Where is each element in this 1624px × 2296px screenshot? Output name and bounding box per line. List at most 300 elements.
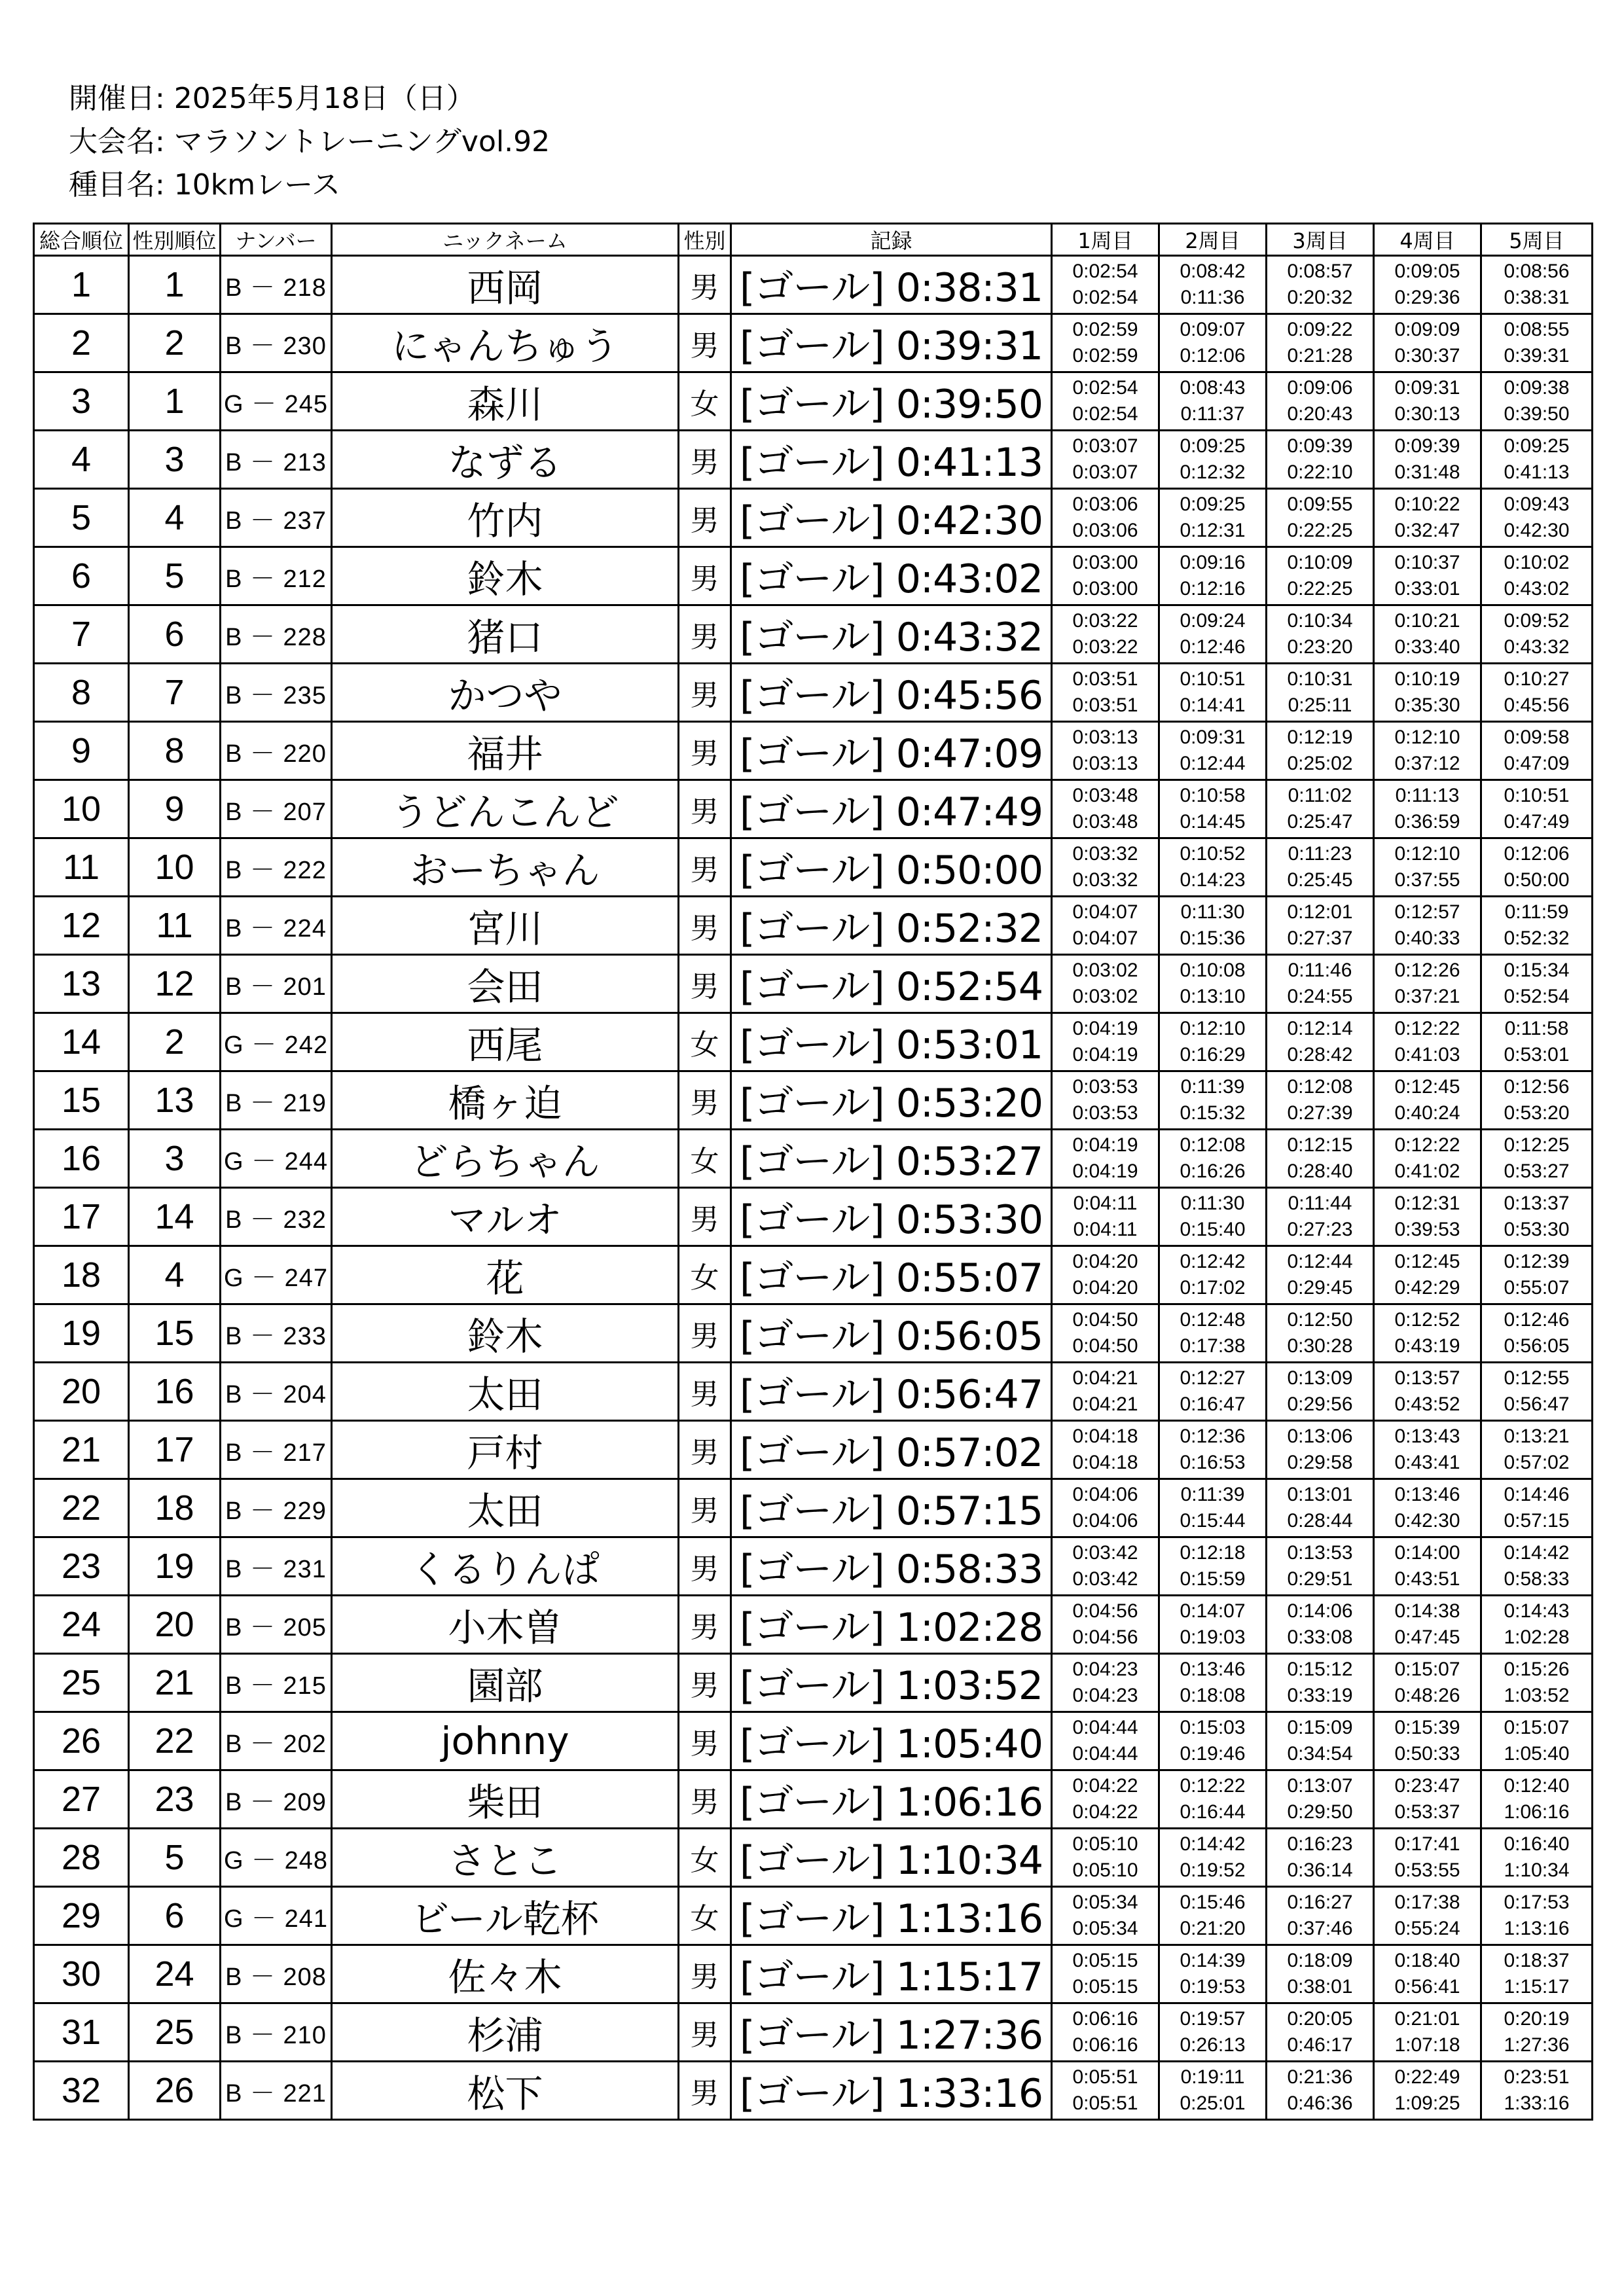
overall-rank: 18 <box>34 1246 129 1304</box>
lap-4-cell <box>1374 372 1481 431</box>
lap-3-cell <box>1267 547 1374 605</box>
nickname: なずる <box>332 431 679 489</box>
lap-cumulative: 0:37:55 <box>1394 869 1460 891</box>
lap-cumulative: 0:05:10 <box>1072 1859 1138 1881</box>
lap-5-cell <box>1481 1246 1593 1304</box>
lap-split: 0:14:07 <box>1180 1600 1246 1622</box>
lap-4-cell <box>1374 256 1481 314</box>
lap-split: 0:13:09 <box>1287 1367 1353 1389</box>
lap-1-cell <box>1052 372 1159 431</box>
record: [ゴール] 0:50:00 <box>731 838 1052 897</box>
nickname: うどんこんど <box>332 780 679 838</box>
overall-rank: 16 <box>34 1130 129 1188</box>
lap-3-cell <box>1267 1537 1374 1596</box>
lap-cumulative: 0:25:01 <box>1180 2092 1246 2114</box>
lap-2-cell <box>1159 1596 1267 1654</box>
lap-5-cell <box>1481 1304 1593 1363</box>
nickname: 柴田 <box>332 1770 679 1829</box>
lap-split: 0:03:02 <box>1072 960 1138 981</box>
record: [ゴール] 1:33:16 <box>731 2062 1052 2120</box>
lap-1-cell <box>1052 2062 1159 2120</box>
lap-cumulative: 0:02:54 <box>1072 403 1138 425</box>
gender-rank: 10 <box>129 838 221 897</box>
lap-2-cell <box>1159 1188 1267 1246</box>
record: [ゴール] 1:06:16 <box>731 1770 1052 1829</box>
table-row <box>34 314 1593 372</box>
record: [ゴール] 0:47:09 <box>731 722 1052 780</box>
lap-2-cell <box>1159 547 1267 605</box>
lap-cumulative: 0:03:51 <box>1072 694 1138 716</box>
lap-split: 0:05:10 <box>1072 1833 1138 1855</box>
lap-split: 0:13:43 <box>1394 1426 1460 1447</box>
gender: 男 <box>679 1537 731 1596</box>
lap-3-cell <box>1267 664 1374 722</box>
lap-2-cell <box>1159 431 1267 489</box>
lap-split: 0:19:57 <box>1180 2008 1246 2030</box>
gender-rank: 23 <box>129 1770 221 1829</box>
bib-number: B － 232 <box>221 1188 332 1246</box>
lap-3-cell <box>1267 838 1374 897</box>
overall-rank: 2 <box>34 314 129 372</box>
bib-number: B － 210 <box>221 2003 332 2062</box>
lap-4-cell <box>1374 1130 1481 1188</box>
lap-split: 0:03:48 <box>1072 785 1138 806</box>
lap-split: 0:10:51 <box>1180 668 1246 690</box>
lap-cumulative: 0:28:40 <box>1287 1160 1353 1182</box>
lap-split: 0:03:00 <box>1072 552 1138 573</box>
lap-2-cell <box>1159 780 1267 838</box>
lap-cumulative: 0:47:09 <box>1504 753 1570 774</box>
lap-cumulative: 0:50:00 <box>1504 869 1570 891</box>
table-row <box>34 1071 1593 1130</box>
nickname: 佐々木 <box>332 1945 679 2003</box>
lap-split: 0:12:48 <box>1180 1309 1246 1331</box>
lap-1-cell <box>1052 605 1159 664</box>
lap-3-cell <box>1267 1829 1374 1887</box>
record: [ゴール] 0:42:30 <box>731 489 1052 547</box>
gender-rank: 7 <box>129 664 221 722</box>
record: [ゴール] 1:27:36 <box>731 2003 1052 2062</box>
overall-rank: 5 <box>34 489 129 547</box>
gender-rank: 21 <box>129 1654 221 1712</box>
lap-cumulative: 0:28:42 <box>1287 1044 1353 1066</box>
lap-4-cell <box>1374 1596 1481 1654</box>
overall-rank: 32 <box>34 2062 129 2120</box>
gender-rank: 8 <box>129 722 221 780</box>
lap-4-cell <box>1374 1479 1481 1537</box>
lap-split: 0:09:24 <box>1180 610 1246 632</box>
lap-5-cell <box>1481 314 1593 372</box>
table-row <box>34 547 1593 605</box>
lap-3-cell <box>1267 955 1374 1013</box>
lap-cumulative: 0:11:36 <box>1180 287 1245 308</box>
lap-cumulative: 0:22:25 <box>1287 520 1353 541</box>
record: [ゴール] 0:56:05 <box>731 1304 1052 1363</box>
lap-5-cell <box>1481 2062 1593 2120</box>
lap-3-cell <box>1267 1887 1374 1945</box>
lap-4-cell <box>1374 489 1481 547</box>
lap-split: 0:12:44 <box>1287 1251 1353 1272</box>
gender: 男 <box>679 605 731 664</box>
lap-3-cell <box>1267 372 1374 431</box>
column-header: ニックネーム <box>332 224 679 256</box>
lap-2-cell <box>1159 2003 1267 2062</box>
record: [ゴール] 1:02:28 <box>731 1596 1052 1654</box>
overall-rank: 28 <box>34 1829 129 1887</box>
overall-rank: 3 <box>34 372 129 431</box>
lap-2-cell <box>1159 1770 1267 1829</box>
lap-cumulative: 0:15:44 <box>1180 1510 1246 1532</box>
lap-split: 0:13:37 <box>1504 1193 1570 1214</box>
lap-split: 0:09:31 <box>1180 726 1246 748</box>
lap-1-cell <box>1052 2003 1159 2062</box>
table-row <box>34 1304 1593 1363</box>
column-header: 2周目 <box>1159 224 1267 256</box>
record: [ゴール] 1:03:52 <box>731 1654 1052 1712</box>
gender-rank: 1 <box>129 256 221 314</box>
lap-cumulative: 0:37:46 <box>1287 1918 1353 1939</box>
lap-cumulative: 0:12:16 <box>1180 578 1246 600</box>
table-row <box>34 1013 1593 1071</box>
lap-1-cell <box>1052 780 1159 838</box>
bib-number: B － 217 <box>221 1421 332 1479</box>
lap-cumulative: 0:15:59 <box>1180 1568 1246 1590</box>
lap-cumulative: 0:20:43 <box>1287 403 1353 425</box>
gender-rank: 12 <box>129 955 221 1013</box>
lap-cumulative: 0:58:33 <box>1504 1568 1570 1590</box>
lap-2-cell <box>1159 1246 1267 1304</box>
lap-cumulative: 0:45:56 <box>1504 694 1570 716</box>
lap-3-cell <box>1267 1246 1374 1304</box>
record: [ゴール] 0:45:56 <box>731 664 1052 722</box>
nickname: ビール乾杯 <box>332 1887 679 1945</box>
lap-split: 0:10:31 <box>1287 668 1353 690</box>
column-header: 性別 <box>679 224 731 256</box>
nickname: 園部 <box>332 1654 679 1712</box>
bib-number: B － 230 <box>221 314 332 372</box>
lap-cumulative: 0:43:32 <box>1504 636 1570 658</box>
gender: 男 <box>679 1071 731 1130</box>
lap-split: 0:13:07 <box>1287 1775 1353 1797</box>
lap-split: 0:14:46 <box>1504 1484 1570 1505</box>
lap-split: 0:23:47 <box>1394 1775 1460 1797</box>
overall-rank: 31 <box>34 2003 129 2062</box>
lap-split: 0:09:25 <box>1180 493 1246 515</box>
gender-rank: 4 <box>129 1246 221 1304</box>
gender: 男 <box>679 1654 731 1712</box>
lap-3-cell <box>1267 780 1374 838</box>
lap-split: 0:09:09 <box>1394 319 1460 340</box>
lap-split: 0:12:01 <box>1287 901 1353 923</box>
lap-cumulative: 0:25:47 <box>1287 811 1353 833</box>
lap-3-cell <box>1267 431 1374 489</box>
bib-number: B － 233 <box>221 1304 332 1363</box>
lap-split: 0:14:39 <box>1180 1950 1246 1971</box>
lap-cumulative: 0:46:17 <box>1287 2034 1353 2056</box>
lap-cumulative: 0:16:29 <box>1180 1044 1246 1066</box>
bib-number: B － 208 <box>221 1945 332 2003</box>
lap-2-cell <box>1159 1071 1267 1130</box>
lap-split: 0:10:52 <box>1180 843 1246 865</box>
lap-1-cell <box>1052 838 1159 897</box>
record: [ゴール] 0:57:02 <box>731 1421 1052 1479</box>
bib-number: B － 213 <box>221 431 332 489</box>
lap-cumulative: 0:03:02 <box>1072 986 1138 1007</box>
lap-cumulative: 0:04:21 <box>1072 1393 1138 1415</box>
overall-rank: 19 <box>34 1304 129 1363</box>
lap-3-cell <box>1267 605 1374 664</box>
lap-2-cell <box>1159 1421 1267 1479</box>
gender: 男 <box>679 897 731 955</box>
record: [ゴール] 0:39:50 <box>731 372 1052 431</box>
lap-3-cell <box>1267 1596 1374 1654</box>
lap-split: 0:21:36 <box>1287 2066 1353 2088</box>
lap-split: 0:15:46 <box>1180 1892 1246 1913</box>
lap-split: 0:04:19 <box>1072 1018 1138 1039</box>
gender: 女 <box>679 1887 731 1945</box>
record: [ゴール] 0:41:13 <box>731 431 1052 489</box>
lap-1-cell <box>1052 1770 1159 1829</box>
table-row <box>34 1829 1593 1887</box>
gender: 女 <box>679 1246 731 1304</box>
lap-split: 0:21:01 <box>1394 2008 1460 2030</box>
nickname: くるりんぱ <box>332 1537 679 1596</box>
lap-split: 0:09:39 <box>1287 435 1353 457</box>
lap-cumulative: 0:16:47 <box>1180 1393 1246 1415</box>
nickname: にゃんちゅう <box>332 314 679 372</box>
bib-number: B － 224 <box>221 897 332 955</box>
lap-5-cell <box>1481 1945 1593 2003</box>
lap-cumulative: 0:53:30 <box>1504 1219 1570 1240</box>
lap-cumulative: 0:04:07 <box>1072 927 1138 949</box>
lap-cumulative: 0:04:11 <box>1073 1219 1138 1240</box>
table-row <box>34 1421 1593 1479</box>
lap-cumulative: 0:56:05 <box>1504 1335 1570 1357</box>
lap-cumulative: 0:03:13 <box>1072 753 1138 774</box>
table-row <box>34 1712 1593 1770</box>
lap-4-cell <box>1374 1537 1481 1596</box>
table-row <box>34 489 1593 547</box>
table-row <box>34 1479 1593 1537</box>
event-name: 大会名: マラソントレーニングvol.92 <box>69 125 550 158</box>
lap-cumulative: 0:23:20 <box>1287 636 1353 658</box>
lap-split: 0:13:46 <box>1180 1659 1246 1680</box>
lap-1-cell <box>1052 664 1159 722</box>
lap-5-cell <box>1481 722 1593 780</box>
nickname: 森川 <box>332 372 679 431</box>
bib-number: B － 212 <box>221 547 332 605</box>
lap-cumulative: 1:07:18 <box>1394 2034 1460 2056</box>
lap-split: 0:20:19 <box>1504 2008 1570 2030</box>
lap-4-cell <box>1374 2062 1481 2120</box>
lap-cumulative: 1:03:52 <box>1504 1685 1570 1706</box>
lap-cumulative: 0:33:01 <box>1394 578 1460 600</box>
lap-split: 0:09:43 <box>1504 493 1570 515</box>
nickname: 花 <box>332 1246 679 1304</box>
lap-cumulative: 0:19:53 <box>1180 1976 1246 1998</box>
gender: 男 <box>679 1770 731 1829</box>
lap-cumulative: 0:33:19 <box>1287 1685 1353 1706</box>
lap-cumulative: 0:04:19 <box>1072 1044 1138 1066</box>
lap-split: 0:13:53 <box>1287 1542 1353 1564</box>
lap-cumulative: 0:20:32 <box>1287 287 1353 308</box>
lap-split: 0:12:45 <box>1394 1076 1460 1098</box>
bib-number: G － 242 <box>221 1013 332 1071</box>
lap-cumulative: 0:37:21 <box>1394 986 1460 1007</box>
lap-split: 0:03:53 <box>1072 1076 1138 1098</box>
lap-split: 0:15:09 <box>1287 1717 1353 1738</box>
lap-5-cell <box>1481 1596 1593 1654</box>
table-row <box>34 1887 1593 1945</box>
overall-rank: 11 <box>34 838 129 897</box>
lap-split: 0:09:22 <box>1287 319 1353 340</box>
lap-split: 0:13:06 <box>1287 1426 1353 1447</box>
lap-cumulative: 0:12:31 <box>1180 520 1246 541</box>
lap-5-cell <box>1481 955 1593 1013</box>
lap-split: 0:12:22 <box>1180 1775 1246 1797</box>
gender: 男 <box>679 1945 731 2003</box>
lap-5-cell <box>1481 1013 1593 1071</box>
gender: 男 <box>679 256 731 314</box>
lap-cumulative: 0:02:54 <box>1072 287 1138 308</box>
table-row <box>34 1246 1593 1304</box>
lap-5-cell <box>1481 897 1593 955</box>
lap-cumulative: 0:03:00 <box>1072 578 1138 600</box>
lap-split: 0:10:19 <box>1394 668 1460 690</box>
lap-4-cell <box>1374 431 1481 489</box>
lap-split: 0:05:51 <box>1072 2066 1138 2088</box>
lap-cumulative: 0:39:31 <box>1504 345 1570 367</box>
lap-4-cell <box>1374 780 1481 838</box>
gender: 男 <box>679 547 731 605</box>
results-table <box>33 223 1593 2121</box>
lap-split: 0:15:39 <box>1394 1717 1460 1738</box>
lap-cumulative: 0:30:28 <box>1287 1335 1353 1357</box>
lap-split: 0:12:50 <box>1287 1309 1353 1331</box>
lap-4-cell <box>1374 1363 1481 1421</box>
gender: 男 <box>679 1363 731 1421</box>
lap-cumulative: 0:47:49 <box>1504 811 1570 833</box>
lap-3-cell <box>1267 1130 1374 1188</box>
lap-split: 0:12:10 <box>1394 726 1460 748</box>
lap-1-cell <box>1052 1479 1159 1537</box>
record: [ゴール] 0:53:01 <box>731 1013 1052 1071</box>
gender-rank: 3 <box>129 1130 221 1188</box>
lap-cumulative: 1:02:28 <box>1504 1626 1570 1648</box>
lap-split: 0:11:02 <box>1288 785 1352 806</box>
lap-split: 0:12:22 <box>1394 1134 1460 1156</box>
lap-2-cell <box>1159 256 1267 314</box>
overall-rank: 26 <box>34 1712 129 1770</box>
gender: 男 <box>679 1712 731 1770</box>
lap-cumulative: 0:22:25 <box>1287 578 1353 600</box>
lap-split: 0:09:55 <box>1287 493 1353 515</box>
lap-split: 0:03:06 <box>1072 493 1138 515</box>
lap-split: 0:08:42 <box>1180 260 1246 282</box>
lap-4-cell <box>1374 1770 1481 1829</box>
gender: 女 <box>679 372 731 431</box>
lap-split: 0:14:42 <box>1504 1542 1570 1564</box>
lap-cumulative: 0:53:37 <box>1394 1801 1460 1823</box>
table-row <box>34 2062 1593 2120</box>
lap-split: 0:12:57 <box>1394 901 1460 923</box>
nickname: 松下 <box>332 2062 679 2120</box>
overall-rank: 9 <box>34 722 129 780</box>
lap-split: 0:12:10 <box>1394 843 1460 865</box>
lap-5-cell <box>1481 372 1593 431</box>
lap-cumulative: 0:52:32 <box>1504 927 1570 949</box>
nickname: さとこ <box>332 1829 679 1887</box>
lap-cumulative: 0:37:12 <box>1394 753 1460 774</box>
lap-1-cell <box>1052 722 1159 780</box>
lap-5-cell <box>1481 1654 1593 1712</box>
lap-2-cell <box>1159 1013 1267 1071</box>
lap-5-cell <box>1481 2003 1593 2062</box>
lap-cumulative: 0:29:56 <box>1287 1393 1353 1415</box>
gender-rank: 5 <box>129 1829 221 1887</box>
record: [ゴール] 0:39:31 <box>731 314 1052 372</box>
bib-number: B － 237 <box>221 489 332 547</box>
lap-2-cell <box>1159 605 1267 664</box>
lap-1-cell <box>1052 1013 1159 1071</box>
lap-cumulative: 0:16:53 <box>1180 1452 1246 1473</box>
lap-4-cell <box>1374 1712 1481 1770</box>
lap-cumulative: 0:19:03 <box>1180 1626 1246 1648</box>
lap-3-cell <box>1267 1188 1374 1246</box>
nickname: 橋ヶ迫 <box>332 1071 679 1130</box>
lap-cumulative: 0:15:40 <box>1180 1219 1246 1240</box>
nickname: 鈴木 <box>332 547 679 605</box>
lap-cumulative: 0:04:23 <box>1072 1685 1138 1706</box>
lap-split: 0:13:01 <box>1287 1484 1353 1505</box>
lap-cumulative: 0:52:54 <box>1504 986 1570 1007</box>
bib-number: B － 235 <box>221 664 332 722</box>
lap-split: 0:12:40 <box>1504 1775 1570 1797</box>
lap-cumulative: 0:40:24 <box>1394 1102 1460 1124</box>
gender: 女 <box>679 1829 731 1887</box>
nickname: 太田 <box>332 1479 679 1537</box>
lap-split: 0:18:09 <box>1287 1950 1353 1971</box>
lap-cumulative: 0:19:52 <box>1180 1859 1246 1881</box>
gender-rank: 14 <box>129 1188 221 1246</box>
lap-split: 0:04:11 <box>1073 1193 1138 1214</box>
table-row <box>34 1188 1593 1246</box>
table-row <box>34 722 1593 780</box>
lap-cumulative: 0:53:20 <box>1504 1102 1570 1124</box>
lap-cumulative: 0:36:59 <box>1394 811 1460 833</box>
overall-rank: 4 <box>34 431 129 489</box>
lap-cumulative: 1:13:16 <box>1504 1918 1570 1939</box>
table-row <box>34 372 1593 431</box>
lap-cumulative: 0:27:23 <box>1287 1219 1353 1240</box>
lap-3-cell <box>1267 1712 1374 1770</box>
gender: 男 <box>679 2062 731 2120</box>
lap-2-cell <box>1159 314 1267 372</box>
column-header: 性別順位 <box>129 224 221 256</box>
lap-3-cell <box>1267 1421 1374 1479</box>
lap-2-cell <box>1159 1537 1267 1596</box>
record: [ゴール] 1:15:17 <box>731 1945 1052 2003</box>
lap-split: 0:14:00 <box>1394 1542 1460 1564</box>
bib-number: B － 231 <box>221 1537 332 1596</box>
gender-rank: 11 <box>129 897 221 955</box>
nickname: おーちゃん <box>332 838 679 897</box>
lap-1-cell <box>1052 1130 1159 1188</box>
lap-split: 0:11:46 <box>1288 960 1352 981</box>
lap-split: 0:09:06 <box>1287 377 1353 399</box>
gender: 男 <box>679 431 731 489</box>
lap-split: 0:09:38 <box>1504 377 1570 399</box>
